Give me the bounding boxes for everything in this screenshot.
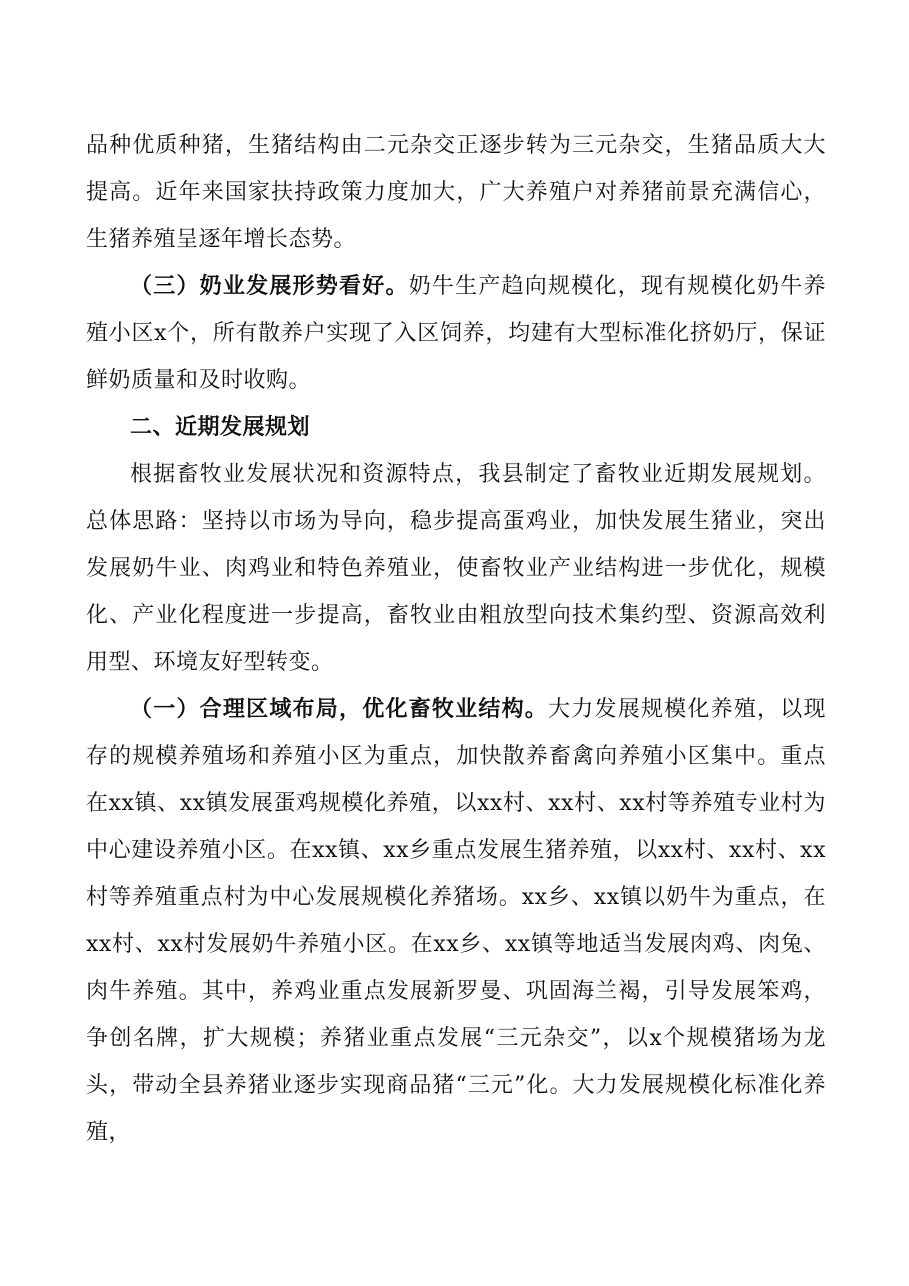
paragraph-text: 大力发展规模化养殖，以现存的规模养殖场和养殖小区为重点，加快散养畜禽向养殖小区集中。重点在xx镇、xx镇发展蛋鸡规模化养殖，以xx村、xx村、xx村等养殖专业村为中心建设养殖小区。在xx镇、xx乡重点发展生猪养殖，以xx村、xx村、xx村等养殖重点村为中心发展规模化养猪场。xx乡、xx镇以奶牛为重点，在xx村、xx村发展奶牛养殖小区。在xx乡、xx镇等地适当发展肉鸡、肉兔、肉牛养殖。其中，养鸡业重点发展新罗曼、巩固海兰褐，引导发展笨鸡，争创名牌，扩大规模；养猪业重点发展“三元杂交”，以x个规模猪场为龙头，带动全县养猪业逐步实现商品猪“三元”化。大力发展规模化标准化养殖， (86, 697, 826, 1145)
document-body (86, 122, 826, 1156)
paragraph-bold-lead: （一）合理区域布局，优化畜牧业结构。 (130, 696, 549, 722)
paragraph-dairy (86, 263, 826, 404)
paragraph-text: 奶牛生产趋向规模化，现有规模化奶牛养殖小区x个，所有散养户实现了入区饲养，均建有大型标准化挤奶厅，保证鲜奶质量和及时收购。 (86, 274, 826, 393)
paragraph-plan-overview (86, 451, 826, 686)
section-heading-plan: 二、近期发展规划 (130, 414, 311, 440)
paragraph-regional-layout (86, 686, 826, 1156)
paragraph-bold-lead: （三）奶业发展形势看好。 (130, 273, 409, 299)
paragraph-text: 品种优质种猪，生猪结构由二元杂交正逐步转为三元杂交，生猪品质大大提高。近年来国家扶持政策力度加大，广大养殖户对养猪前景充满信心，生猪养殖呈逐年增长态势。 (86, 133, 826, 252)
paragraph-text: 根据畜牧业发展状况和资源特点，我县制定了畜牧业近期发展规划。总体思路：坚持以市场为导向，稳步提高蛋鸡业，加快发展生猪业，突出发展奶牛业、肉鸡业和特色养殖业，使畜牧业产业结构进一步优化，规模化、产业化程度进一步提高，畜牧业由粗放型向技术集约型、资源高效利用型、环境友好型转变。 (86, 462, 826, 675)
paragraph-pig-breeding (86, 122, 826, 263)
